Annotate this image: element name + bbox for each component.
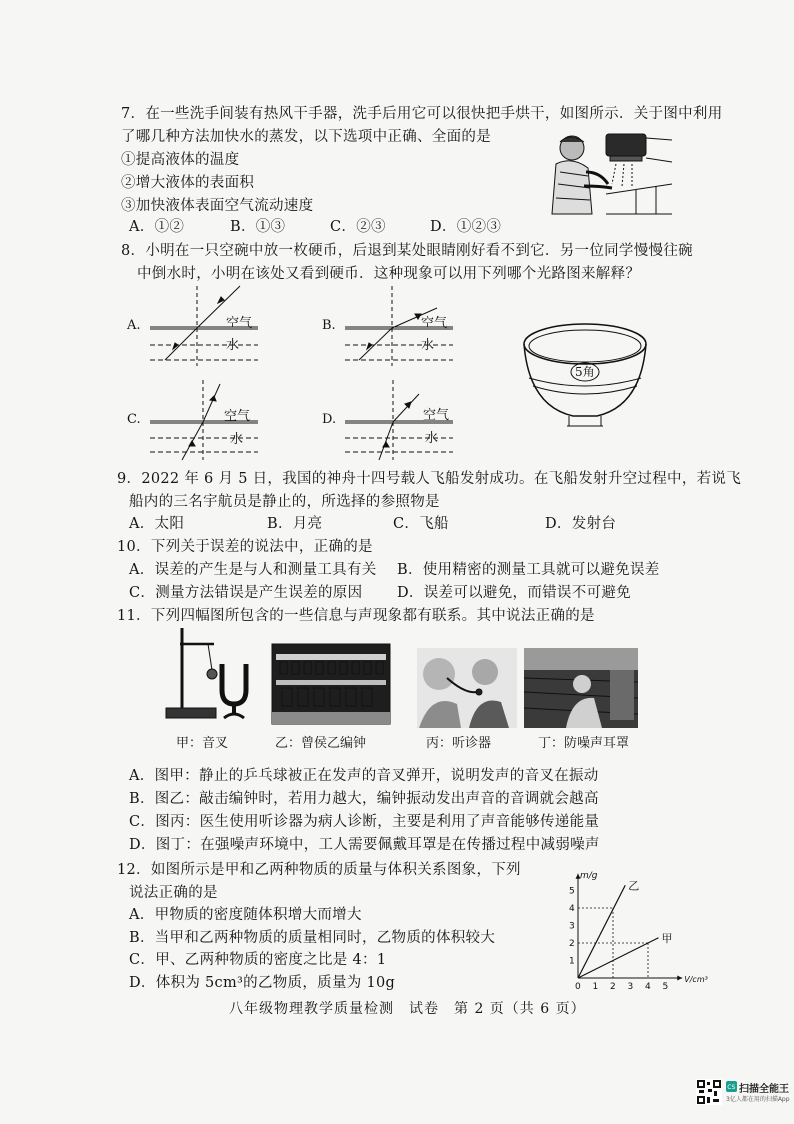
diagram-c-air-label: 空气 <box>224 409 251 424</box>
q7-choice-a: A．①② <box>129 219 185 235</box>
q7-statement-1: ①提高液体的温度 <box>121 152 240 168</box>
bianzhong-bells-photo <box>272 644 390 724</box>
factory-ear-muffs-photo <box>524 648 638 728</box>
diagram-a-air-label: 空气 <box>226 316 253 331</box>
diagram-d-letter: D. <box>322 412 337 427</box>
diagram-b-air-label: 空气 <box>421 316 448 331</box>
y-tick-label: 5 <box>569 886 575 897</box>
q8-stem-line1: 8．小明在一只空碗中放一枚硬币，后退到某处眼睛刚好看不到它．另一位同学慢慢往碗 <box>121 243 693 259</box>
q12-choice-d: D．体积为 5cm³的乙物质，质量为 10g <box>129 975 396 991</box>
q12-stem-line2: 说法正确的是 <box>129 885 218 901</box>
q10-choice-d: D．误差可以避免，而错误不可避免 <box>397 585 631 601</box>
stethoscope-photo <box>417 648 517 728</box>
y-tick-label: 1 <box>569 956 575 967</box>
x-tick-label: 0 <box>575 982 581 992</box>
y-tick-label: 2 <box>569 939 575 949</box>
q12-choice-a: A．甲物质的密度随体积增大而增大 <box>129 907 362 923</box>
series-label: 甲 <box>661 931 673 945</box>
camscanner-logo-icon <box>726 1081 737 1092</box>
q10-choice-c: C．测量方法错误是产生误差的原因 <box>129 585 363 601</box>
x-tick-label: 2 <box>610 982 616 992</box>
q9-stem-line2: 船内的三名宇航员是静止的，所选择的参照物是 <box>129 494 440 510</box>
page-footer: 八年级物理教学质量检测 试卷 第 2 页（共 6 页） <box>229 1001 586 1017</box>
series-line <box>578 885 625 978</box>
q11-choice-c: C．图丙：医生使用听诊器为病人诊断，主要是利用了声音能够传递能量 <box>129 814 600 830</box>
q7-choice-d: D．①②③ <box>430 219 502 235</box>
q9-choice-a: A．太阳 <box>129 516 185 532</box>
series-label: 乙 <box>628 879 640 893</box>
q7-stem-line1: 7．在一些洗手间装有热风干手器，洗手后用它可以很快把手烘干，如图所示．关于图中利用 <box>121 106 723 122</box>
q8-stem-line2: 中倒水时，小明在该处又看到硬币．这种现象可以用下列哪个光路图来解释？ <box>137 266 641 282</box>
tuning-fork-figure <box>162 624 252 724</box>
qr-code-icon <box>696 1079 722 1105</box>
diagram-d-air-label: 空气 <box>423 408 450 423</box>
q12-choice-b: B．当甲和乙两种物质的质量相同时，乙物质的体积较大 <box>129 930 496 946</box>
q10-stem: 10．下列关于误差的说法中，正确的是 <box>117 539 373 555</box>
coin-label: 5角 <box>575 365 595 379</box>
q11-choice-a: A．图甲：静止的乒乓球被正在发声的音叉弹开，说明发声的音叉在振动 <box>129 768 599 784</box>
diagram-b-letter: B. <box>322 318 336 333</box>
x-tick-label: 1 <box>592 982 599 992</box>
y-axis-label: m/g <box>580 870 598 881</box>
q7-choice-b: B．①③ <box>230 219 286 235</box>
hand-dryer-illustration <box>546 128 674 216</box>
diagram-c-letter: C. <box>127 412 141 427</box>
diagram-a-letter: A. <box>127 318 141 333</box>
q7-choice-c: C．②③ <box>330 219 386 235</box>
diagram-c-water-label: 水 <box>230 432 244 447</box>
figure-bing-caption: 丙：听诊器 <box>426 736 492 751</box>
q9-stem-line1: 9．2022 年 6 月 5 日，我国的神舟十四号载人飞船发射成功。在飞船发射升空过程中，若说飞 <box>117 471 742 487</box>
q11-choice-b: B．图乙：敲击编钟时，若用力越大，编钟振动发出声音的音调就会越高 <box>129 791 599 807</box>
q7-statement-2: ②增大液体的表面积 <box>121 175 255 191</box>
x-axis-arrow <box>677 976 682 981</box>
svg-text:CS: CS <box>727 1084 736 1091</box>
y-tick-label: 4 <box>569 904 575 914</box>
figure-yi-caption: 乙：曾侯乙编钟 <box>275 736 367 751</box>
x-tick-label: 4 <box>645 982 651 992</box>
watermark-subtitle: 3亿人都在用的扫描App <box>726 1096 790 1103</box>
x-tick-label: 3 <box>627 982 634 992</box>
q9-choice-d: D．发射台 <box>545 516 617 532</box>
q9-choice-c: C．飞船 <box>393 516 449 532</box>
q12-choice-c: C．甲、乙两种物质的密度之比是 4：1 <box>129 952 387 968</box>
diagram-d-water-label: 水 <box>425 431 439 446</box>
q11-choice-d: D．图丁：在强噪声环境中，工人需要佩戴耳罩是在传播过程中减弱噪声 <box>129 837 600 853</box>
figure-jia-caption: 甲：音叉 <box>176 736 229 751</box>
y-tick-label: 3 <box>569 921 575 932</box>
ray-diagram-b <box>345 286 475 366</box>
q10-choice-b: B．使用精密的测量工具就可以避免误差 <box>397 562 660 578</box>
x-tick-label: 5 <box>662 982 669 992</box>
watermark-brand: 扫描全能王 <box>739 1084 789 1095</box>
mass-volume-chart <box>558 866 708 996</box>
x-axis-label: V/cm³ <box>684 975 708 984</box>
diagram-a-water-label: 水 <box>226 338 240 353</box>
q9-choice-b: B．月亮 <box>267 516 323 532</box>
ray-diagram-a <box>150 286 280 366</box>
ray-diagram-d <box>345 380 475 460</box>
diagram-b-water-label: 水 <box>421 338 435 353</box>
q12-stem-line1: 12．如图所示是甲和乙两种物质的质量与体积关系图象，下列 <box>117 862 521 878</box>
ray-diagram-c <box>150 380 280 460</box>
series-line <box>578 938 659 978</box>
q7-stem-line2: 了哪几种方法加快水的蒸发，以下选项中正确、全面的是 <box>121 129 491 145</box>
q10-choice-a: A．误差的产生是与人和测量工具有关 <box>129 562 377 578</box>
q7-statement-3: ③加快液体表面空气流动速度 <box>121 198 314 214</box>
q11-stem: 11．下列四幅图所包含的一些信息与声现象都有联系。其中说法正确的是 <box>117 608 595 624</box>
figure-ding-caption: 丁：防噪声耳罩 <box>538 736 630 751</box>
